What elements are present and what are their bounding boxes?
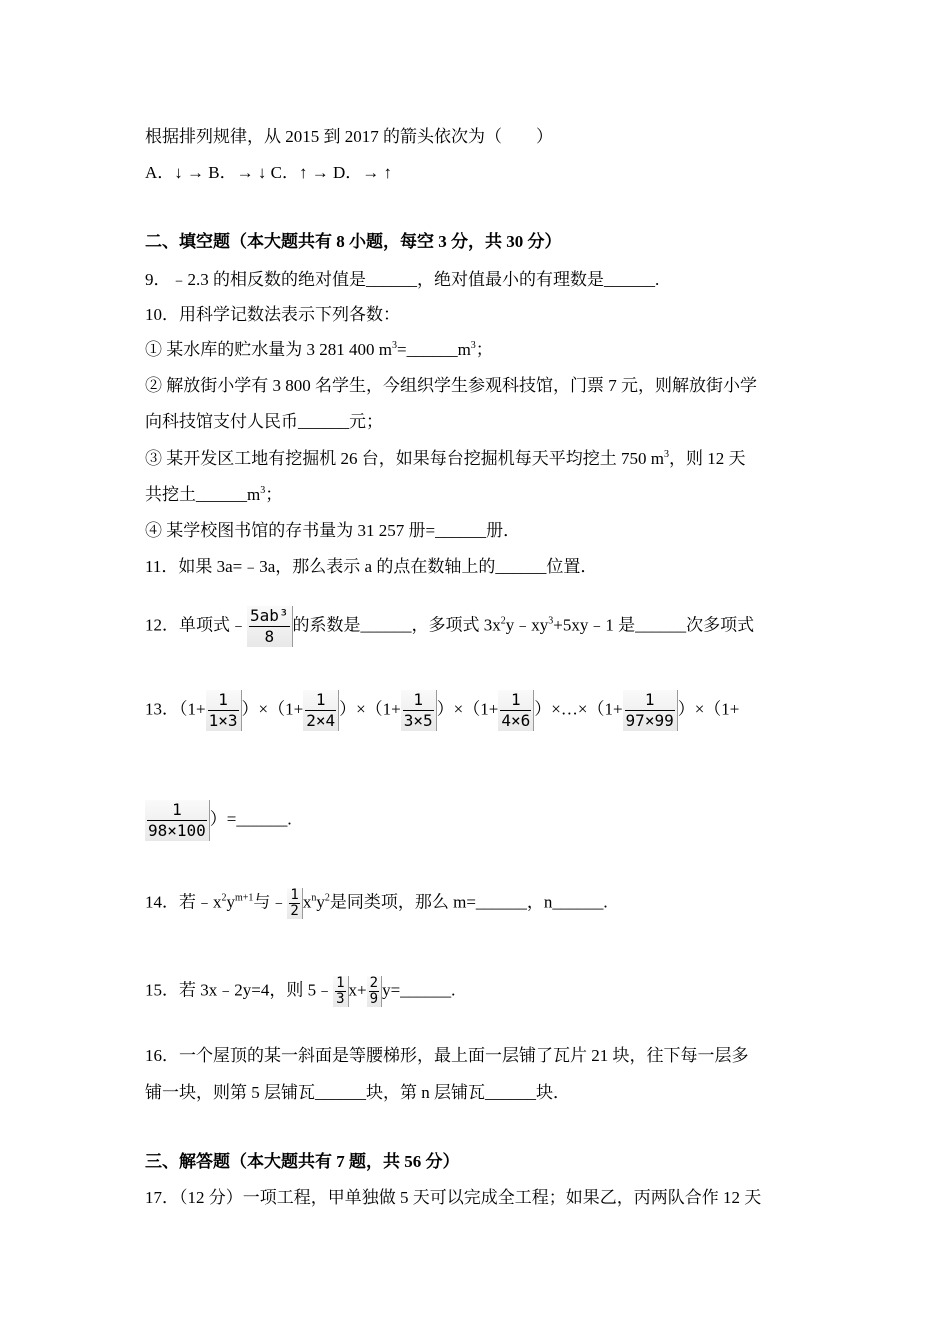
question-15: 15．若 3x﹣2y=4，则 5﹣ $\frac{1}{3}$ x+ $\frac{2}{9}$ y=______.: [145, 975, 456, 1007]
fraction-1-over-2: $\frac{1}{2}$: [287, 888, 302, 919]
question-10-item-2-line-1: ② 解放街小学有 3 800 名学生，今组织学生参观科技馆，门票 7 元，则解放街小学: [145, 376, 757, 395]
question-17-line-1: 17．（12 分）一项工程，甲单独做 5 天可以完成全工程；如果乙，丙两队合作 12 天: [145, 1188, 762, 1207]
question-13-line-1: 13．（1+ $\frac{1}{1\times 3}$ ）×（1+ $\frac{1}{2\times 4}$ ）×（1+ $\frac{1}{3\times 5}$ ）×（1+ $\frac{1}{4\times 6}$ ）×…×（1+ $\frac{1}{97\times 99}$ ）×（1+: [145, 690, 740, 730]
question-10-item-3-line-1: ③ 某开发区工地有挖掘机 26 台，如果每台挖掘机每天平均挖土 750 $m^3$，则 12 天: [145, 449, 746, 468]
question-8-stem-tail: 根据排列规律，从 2015 到 2017 的箭头依次为（ ）: [145, 127, 553, 146]
question-10-item-2-line-2: 向科技馆支付人民币______元；: [145, 412, 383, 431]
question-14: 14．若$﹣x^2y^{m+1}$与﹣ $\frac{1}{2}$ $x^ny^2$是同类项，那么 m=______，n______.: [145, 887, 608, 919]
fraction-5ab3-over-8: $\frac{\text{5ab³}}{8}$: [247, 606, 293, 647]
question-9: 9．﹣2.3 的相反数的绝对值是______，绝对值最小的有理数是______.: [145, 270, 660, 289]
question-12: 12．单项式﹣ $\frac{\text{5ab³}}{8}$ 的系数是______，多项式 $3x^2y﹣xy^3+5xy﹣1$ 是______次多项式: [145, 606, 755, 646]
fraction-1-over-2x4: $\frac{1}{2\times 4}$: [303, 690, 339, 731]
fraction-1-over-3x5: $\frac{1}{3\times 5}$: [401, 690, 437, 731]
fraction-1-over-3: $\frac{1}{3}$: [333, 976, 348, 1007]
section-2-heading: 二、填空题（本大题共有 8 小题，每空 3 分，共 30 分）: [145, 232, 562, 251]
question-16-line-2: 铺一块，则第 5 层铺瓦______块，第 n 层铺瓦______块．: [145, 1083, 570, 1102]
question-10-item-4: ④ 某学校图书馆的存书量为 31 257 册=______册．: [145, 521, 521, 540]
question-10-title: 10．用科学记数法表示下列各数：: [145, 305, 400, 324]
question-16-line-1: 16．一个屋顶的某一斜面是等腰梯形，最上面一层铺了瓦片 21 块，往下每一层多: [145, 1046, 749, 1065]
fraction-1-over-4x6: $\frac{1}{4\times 6}$: [498, 690, 534, 731]
fraction-1-over-98x100: $\frac{1}{98\times 100}$: [145, 800, 210, 841]
fraction-1-over-1x3: $\frac{1}{1\times 3}$: [206, 690, 242, 731]
question-11: 11．如果 3a=﹣3a，那么表示 a 的点在数轴上的______位置．: [145, 557, 598, 576]
question-13-line-2: $\frac{1}{98\times 100}$ ）=______.: [145, 800, 292, 841]
question-8-options: A．↓ → B．→ ↓ C．↑ → D．→ ↑: [145, 163, 392, 182]
fraction-2-over-9: $\frac{2}{9}$: [367, 976, 382, 1007]
question-10-item-1: ① 某水库的贮水量为 3 281 400 $m^3=\_\_\_\_\_\_m^3$；: [145, 340, 493, 359]
section-3-heading: 三、解答题（本大题共有 7 题，共 56 分）: [145, 1152, 460, 1171]
fraction-1-over-97x99: $\frac{1}{97\times 99}$: [623, 690, 678, 731]
question-10-item-3-line-2: 共挖土$\_\_\_\_\_\_m^3$；: [145, 485, 283, 504]
